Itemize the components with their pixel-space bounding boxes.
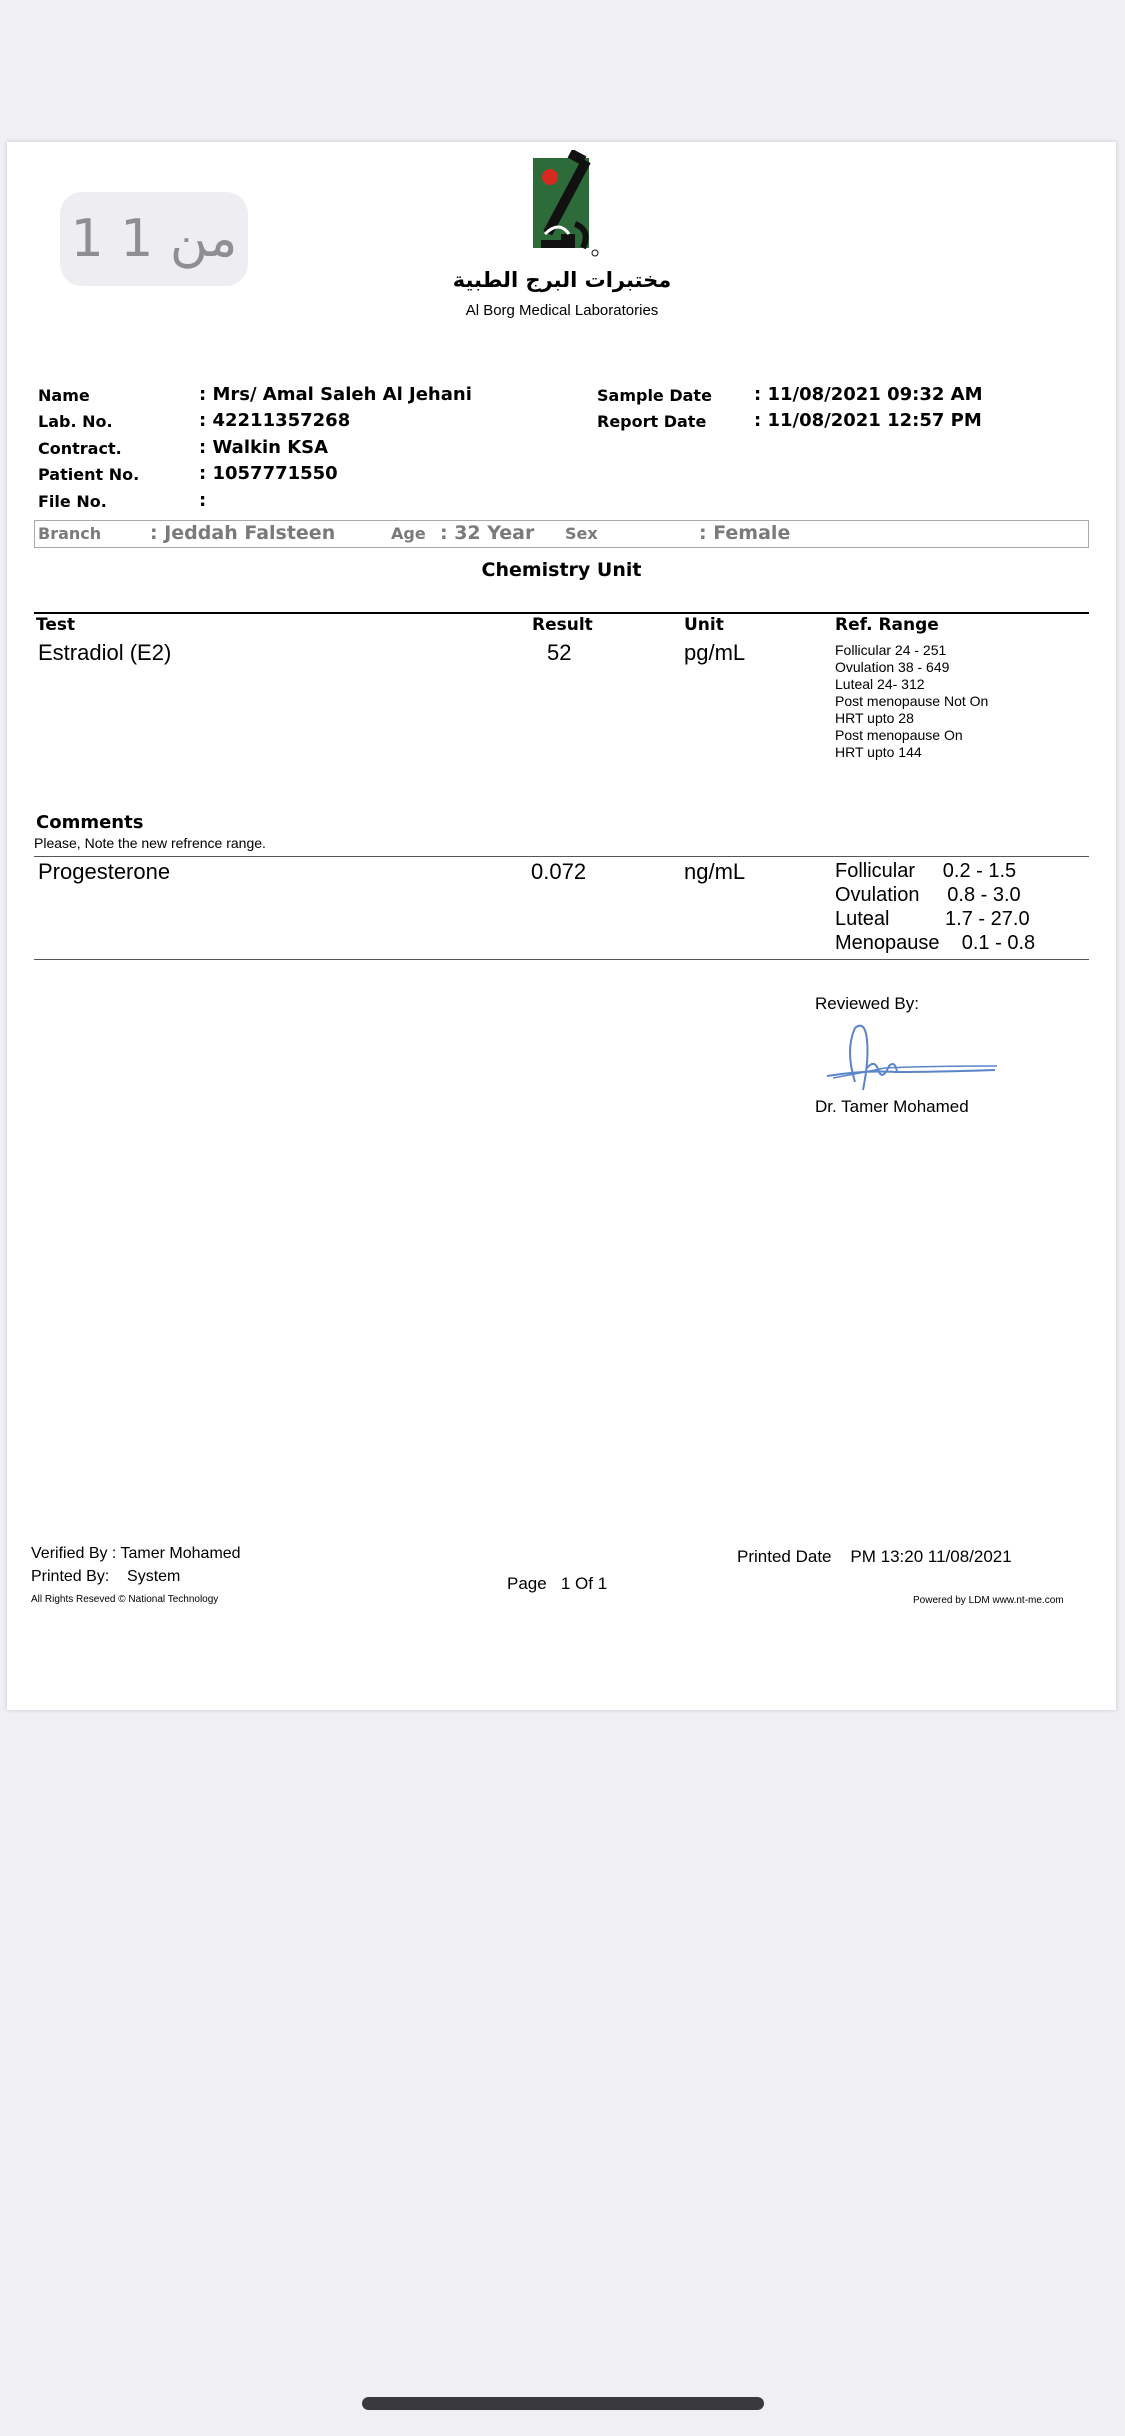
patientno-label: Patient No.	[38, 465, 140, 484]
sex-label: Sex	[565, 524, 598, 543]
verified-by: Verified By : Tamer Mohamed	[31, 1545, 241, 1562]
header-result: Result	[532, 615, 593, 635]
lab-name-arabic: مختبرات البرج الطبية	[452, 268, 672, 292]
signature-icon	[825, 1020, 1003, 1096]
unit-title: Chemistry Unit	[481, 559, 642, 581]
contract-value: : Walkin KSA	[199, 437, 329, 458]
header-unit: Unit	[684, 615, 724, 635]
header-ref-range: Ref. Range	[835, 615, 939, 635]
powered-by: Powered by LDM www.nt-me.com	[913, 1595, 1064, 1606]
page-count-badge: 1 من 1	[60, 192, 248, 286]
row-divider	[34, 856, 1089, 857]
comments-text: Please, Note the new refrence range.	[34, 835, 266, 851]
contract-label: Contract.	[38, 439, 122, 458]
home-indicator[interactable]	[362, 2397, 764, 2410]
printed-date: Printed Date PM 13:20 11/08/2021	[737, 1547, 1012, 1566]
estradiol-result: 52	[547, 640, 572, 665]
progesterone-test: Progesterone	[38, 859, 171, 884]
sample-date-label: Sample Date	[597, 386, 712, 405]
ref-line: Post menopause Not On	[835, 693, 989, 709]
ref-line: Ovulation 38 - 649	[835, 659, 950, 675]
progesterone-result: 0.072	[531, 859, 587, 884]
header-test: Test	[36, 615, 76, 635]
report-date-value: : 11/08/2021 12:57 PM	[754, 410, 982, 431]
fileno-value: :	[199, 490, 207, 511]
ref-line: Post menopause On	[835, 727, 963, 743]
progesterone-unit: ng/mL	[684, 859, 746, 884]
branch-value: : Jeddah Falsteen	[150, 522, 336, 544]
estradiol-test: Estradiol (E2)	[38, 640, 172, 665]
ref-line: HRT upto 144	[835, 744, 922, 760]
report-date-label: Report Date	[597, 412, 707, 431]
labno-value: : 42211357268	[199, 410, 351, 431]
sample-date-value: : 11/08/2021 09:32 AM	[754, 384, 983, 405]
lab-report-page	[7, 142, 1116, 1710]
age-label: Age	[391, 524, 426, 543]
branch-row	[34, 520, 1089, 548]
ref-line: Luteal 24- 312	[835, 676, 925, 692]
age-value: : 32 Year	[440, 522, 535, 544]
name-label: Name	[38, 386, 90, 405]
sex-value: : Female	[699, 522, 791, 544]
printed-by: Printed By: System	[31, 1568, 181, 1585]
fileno-label: File No.	[38, 492, 107, 511]
rights-notice: All Rights Reseved © National Technology	[31, 1594, 219, 1605]
ref-line: Luteal 1.7 - 27.0	[835, 908, 1030, 930]
microscope-logo-icon	[525, 150, 603, 262]
page-number: Page 1 Of 1	[507, 1574, 608, 1593]
comments-title: Comments	[36, 812, 144, 833]
ref-line: Ovulation 0.8 - 3.0	[835, 884, 1021, 906]
ref-line: Menopause 0.1 - 0.8	[835, 932, 1036, 954]
ref-line: Follicular 24 - 251	[835, 642, 947, 658]
ref-line: HRT upto 28	[835, 710, 914, 726]
lab-name-english: Al Borg Medical Laboratories	[465, 302, 659, 319]
table-top-rule	[34, 612, 1089, 614]
ref-line: Follicular 0.2 - 1.5	[835, 860, 1017, 882]
name-value: : Mrs/ Amal Saleh Al Jehani	[199, 384, 472, 405]
table-bottom-rule	[34, 959, 1089, 960]
branch-label: Branch	[38, 524, 102, 543]
progesterone-ref-range	[835, 859, 1035, 955]
estradiol-unit: pg/mL	[684, 640, 746, 665]
reviewed-by-label: Reviewed By:	[815, 994, 919, 1013]
reviewer-name: Dr. Tamer Mohamed	[815, 1097, 969, 1116]
estradiol-ref-range	[835, 642, 988, 761]
patientno-value: : 1057771550	[199, 463, 338, 484]
labno-label: Lab. No.	[38, 412, 113, 431]
